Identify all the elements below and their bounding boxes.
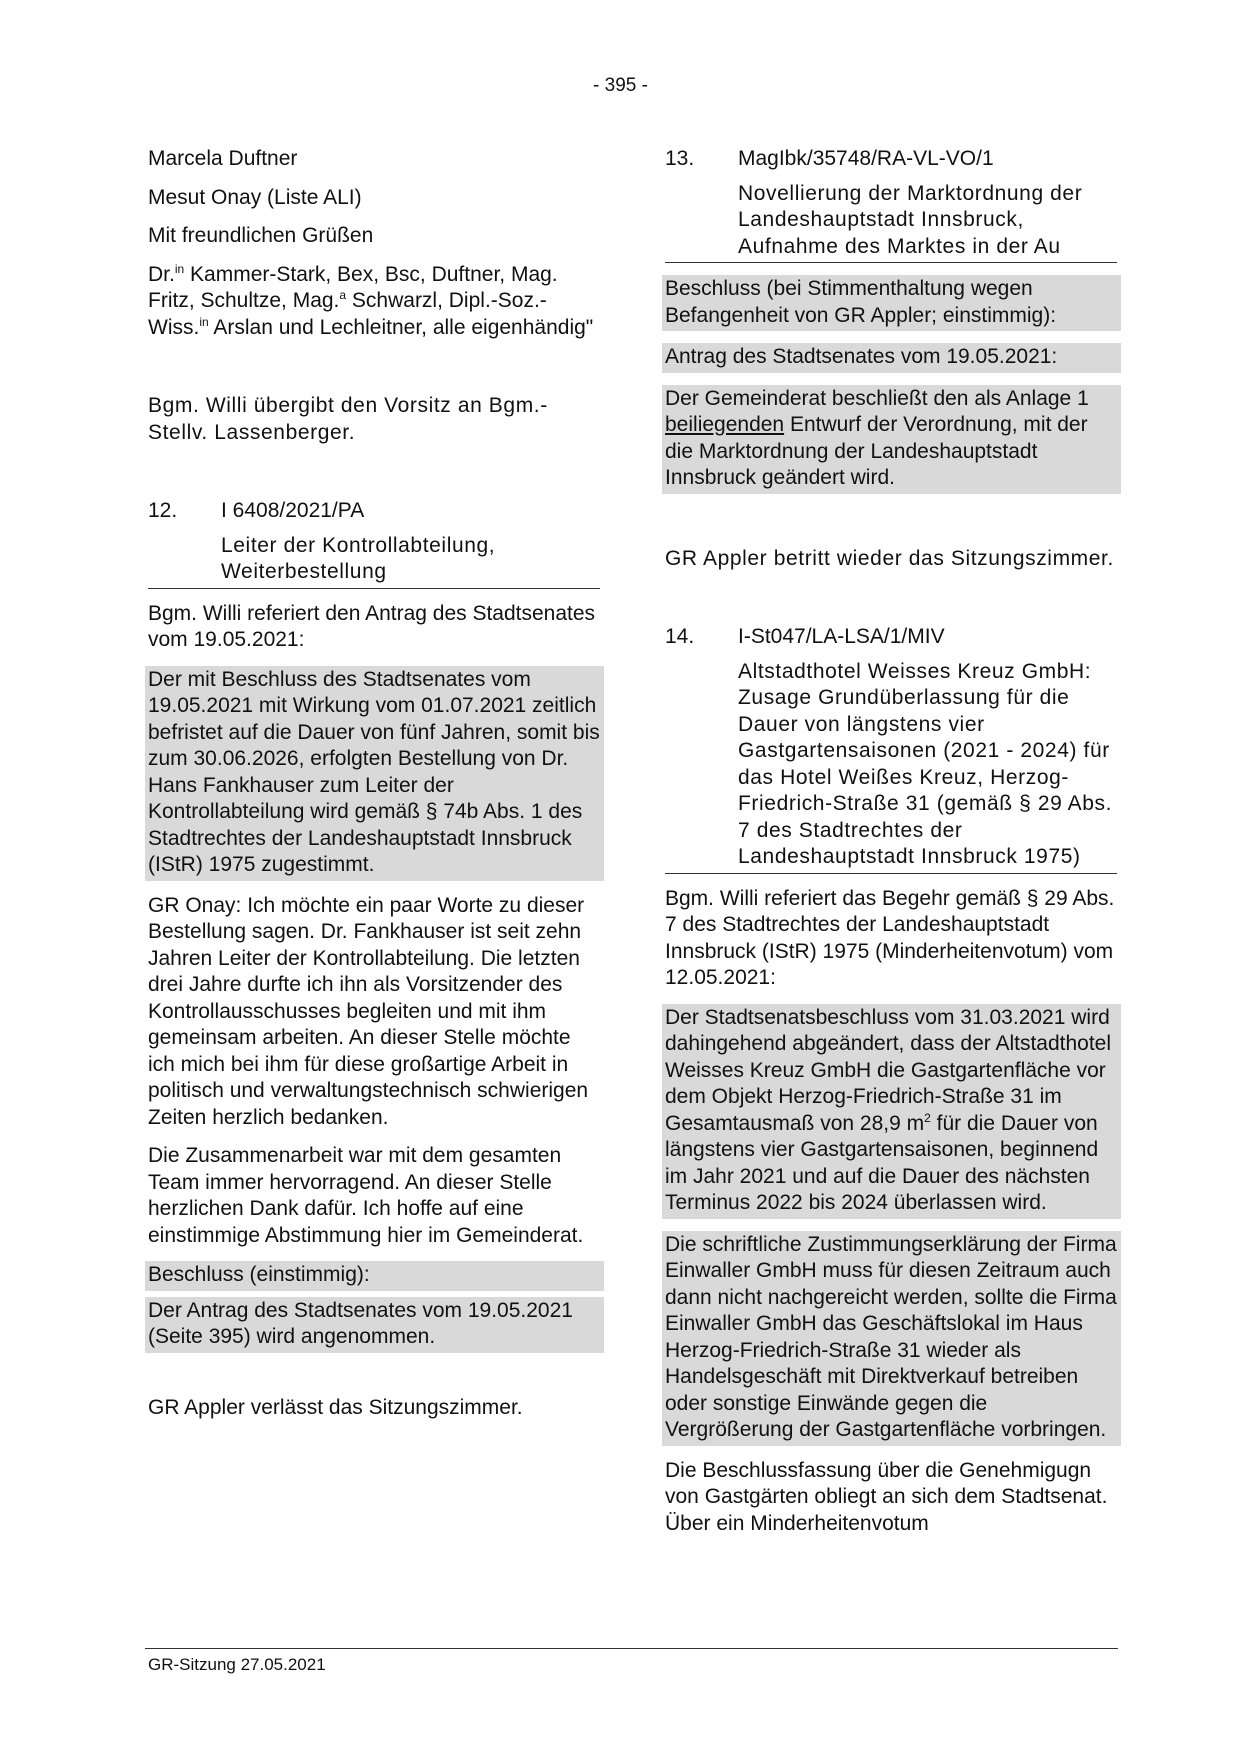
item13-decision: Beschluss (bei Stimmenthaltung wegen Befangenheit von GR Appler; einstimmig): xyxy=(662,275,1121,331)
agenda-item-number: 14. xyxy=(665,625,695,648)
agenda-item-12-header xyxy=(148,498,600,525)
item12-motion: Der mit Beschluss des Stadtsenates vom 19.05.2021 mit Wirkung vom 01.07.2021 zeitlich befristet auf die Dauer von fünf Jahren, somit bis zum 30.06.2026, erfolgten Bestellung von Dr. Hans Fankhauser zum Leiter der Kontrollabteilung wird gemäß § 74b Abs. 1 des Stadtrechtes der Landeshauptstadt Innsbruck (IStR) 1975 zugestimmt. xyxy=(145,666,604,881)
greeting: Mit freundlichen Grüßen xyxy=(148,224,374,247)
signoff-name-1: Marcela Duftner xyxy=(148,147,298,170)
item12-intro: Bgm. Willi referiert den Antrag des Stadtsenates vom 19.05.2021: xyxy=(148,601,596,651)
left-column xyxy=(148,146,600,1433)
agenda-item-title: Leiter der Kontrollabteilung, Weiterbestellung xyxy=(221,533,496,583)
agenda-item-title: Altstadthotel Weisses Kreuz GmbH: Zusage Grundüberlassung für die Dauer von längstens vier Gastgartensaisonen (2021 - 2024) für das Hotel Weißes Kreuz, Herzog-Friedrich-Straße 31 (gemäß § 29 Abs. 7 des Stadtrechtes der Landeshauptstadt Innsbruck 1975) xyxy=(738,659,1113,868)
spacer xyxy=(148,1365,600,1395)
item12-decision: Beschluss (einstimmig): xyxy=(145,1261,604,1291)
attachment-reference: beiliegenden xyxy=(665,413,785,436)
signoff-name-2: Mesut Onay (Liste ALI) xyxy=(148,185,362,209)
item14-motion-1: Der Stadtsenatsbeschluss vom 31.03.2021 wird dahingehend abgeändert, dass der Altstadthotel Weisses Kreuz GmbH die Gastgartenfläche vor dem Objekt Herzog-Friedrich-Straße 31 im Gesamtausmaß von 28,9 $m^2$ für die Dauer von längstens vier Gastgartensaisonen, beginnend im Jahr 2021 und auf die Dauer des nächsten Terminus 2022 bis 2024 überlassen wird. xyxy=(662,1004,1121,1219)
agenda-item-14-header xyxy=(665,624,1117,651)
right-column xyxy=(665,146,1117,1549)
signatories: Dr.$^{in}$ Kammer-Stark, Bex, Bsc, Duftner, Mag. Fritz, Schultze, Mag.$^a$ Schwarzl, Dipl.-Soz.-Wiss.$^{in}$ Arslan und Lechleitner, alle eigenhändig" xyxy=(148,261,594,339)
agenda-item-13-title-block xyxy=(665,181,1117,264)
agenda-item-number: 13. xyxy=(665,147,695,170)
item14-motion-2: Die schriftliche Zustimmungserklärung der Firma Einwaller GmbH muss für diesen Zeitraum auch dann nicht nachgereicht werden, sollte die Firma Einwaller GmbH das Geschäftslokal im Haus Herzog-Friedrich-Straße 31 wieder als Handelsgeschäft mit Direktverkauf betreiben oder sonstige Einwände gegen die Vergrößerung der Gastgartenfläche vorbringen. xyxy=(662,1231,1121,1446)
item12-speech-2: Die Zusammenarbeit war mit dem gesamten Team immer hervorragend. An dieser Stelle herzlichen Dank dafür. Ich hoffe auf eine einstimmige Abstimmung hier im Gemeinderat. xyxy=(148,1144,584,1247)
item13-motion-date: Antrag des Stadtsenates vom 19.05.2021: xyxy=(662,343,1121,373)
member-leaves: GR Appler verlässt das Sitzungszimmer. xyxy=(148,1395,523,1419)
footer-divider xyxy=(145,1648,1118,1649)
item14-explanation: Die Beschlussfassung über die Genehmigugn von Gastgärten obliegt an sich dem Stadtsenat. Über ein Minderheitenvotum xyxy=(665,1458,1108,1535)
agenda-item-title: Novellierung der Marktordnung der Landeshauptstadt Innsbruck, Aufnahme des Marktes in der Au xyxy=(738,181,1083,258)
agenda-item-reference: MagIbk/35748/RA-VL-VO/1 xyxy=(738,147,994,170)
item12-decision-text: Der Antrag des Stadtsenates vom 19.05.2021 (Seite 395) wird angenommen. xyxy=(145,1297,604,1353)
agenda-item-14-title-block xyxy=(665,659,1117,874)
page-number: - 395 - xyxy=(593,75,648,96)
item13-motion-text: Der Gemeinderat beschließt den als Anlage 1 beiliegenden Entwurf der Verordnung, mit der die Marktordnung der Landeshauptstadt Innsbruck geändert wird. xyxy=(662,385,1121,494)
item12-speech-1: GR Onay: Ich möchte ein paar Worte zu dieser Bestellung sagen. Dr. Fankhauser ist seit zehn Jahren Leiter der Kontrollabteilung. Die letzten drei Jahre durfte ich ihn als Vorsitzender des Kontrollausschusses begleiten und mit ihm gemeinsam arbeiten. An dieser Stelle möchte ich mich bei ihm für diese großartige Arbeit in politisch und verwaltungstechnisch schwierigen Zeiten herzlich bedanken. xyxy=(148,893,589,1129)
chair-handover: Bgm. Willi übergibt den Vorsitz an Bgm.-Stellv. Lassenberger. xyxy=(148,394,548,444)
member-returns: GR Appler betritt wieder das Sitzungszimmer. xyxy=(665,546,1114,570)
agenda-item-12-title-block xyxy=(148,533,600,589)
spacer xyxy=(665,584,1117,624)
agenda-item-reference: I 6408/2021/PA xyxy=(221,499,365,522)
spacer xyxy=(148,353,600,393)
item14-intro: Bgm. Willi referiert das Begehr gemäß § 29 Abs. 7 des Stadtrechtes der Landeshauptstadt Innsbruck (IStR) 1975 (Minderheitenvotum) vom 12.05.2021: xyxy=(665,886,1115,989)
agenda-item-reference: I-St047/LA-LSA/1/MIV xyxy=(738,625,945,648)
agenda-item-number: 12. xyxy=(148,499,178,522)
agenda-item-13-header xyxy=(665,146,1117,173)
spacer xyxy=(665,506,1117,546)
footer-session-date: GR-Sitzung 27.05.2021 xyxy=(148,1655,326,1674)
spacer xyxy=(148,458,600,498)
